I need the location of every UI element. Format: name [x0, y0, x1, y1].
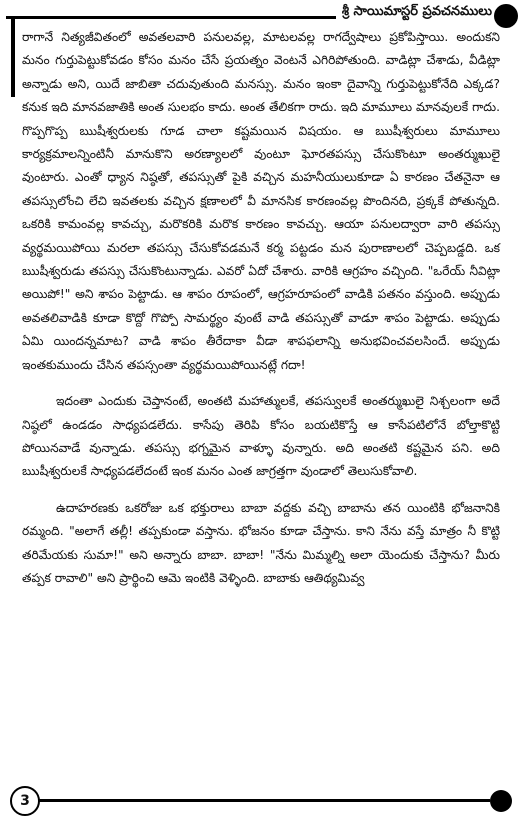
paragraph-1: రాగానే నిత్యజీవితంలో అవతలవారి పనులవల్ల, మాటలవల్ల రాగద్వేషాలు ప్రకోపిస్తాయి. అందుకని మనం గుర్తుపెట్టుకోవడం కోసం మనం చేసే ప్రయత్నం వెంటనే ఎగిరిపోతుంది. వాడిట్లా చేశాడు, వీడిట్లా అన్నాడు అని, యిదే జాబితా చదువుతుంది మనస్సు. మనం ఇంకా దైవాన్ని గుర్తుపెట్టుకోనేది ఎక్కడ? కనుక ఇది మానవజాతికి అంత సులభం కాదు. అంత తేలికగా రాదు. ఇది మామూలు మానవులకే గాదు. గొప్పగొప్ప ఋషీశ్వరులకు గూడ చాలా కష్టమయిన విషయం. ఆ ఋషీశ్వరులు మామూలు కార్యక్రమాలన్నింటినీ మానుకొని అరణ్యాలలో వుంటూ ఘోరతపస్సు చేసుకొంటూ అంతర్ముఖులై వుంటారు. ఎంతో ధ్యాన నిష్ఠతో, తపస్సుతో పైకి వచ్చిన మహనీయులుకూడా ఏ కారణం చేతనైనా ఆ తపస్సులోంచి లేచి ఇవతలకు వచ్చిన క్షణాలలో వీ మానసిక కారణంవల్ల పొందినది, ప్రక్కకే పోతున్నది. ఒకరికి కామంవల్ల కావచ్చు, మరొకరికి మరొక కారణం కావచ్చు. ఆయా పనులద్వారా వారి తపస్సు వ్యర్థమయిపోయి మరలా తపస్సు చేసుకోవడమనే కర్మ పట్టడం మన పురాణాలలో చెప్పబడ్డది. ఒక ఋషీశ్వరుడు తపస్సు చేసుకొంటున్నాడు. ఎవరో ఏదో చేశారు. వారికి ఆగ్రహం వచ్చింది. "ఒరేయ్ నీవిట్లా అయిపో!" అని శాపం పెట్టాడు. ఆ శాపం రూపంలో, ఆగ్రహరూపంలో వాడికి పతనం వస్తుంది. అప్పుడు అవతలివాడికి కూడా కొద్దో గొప్పో సామర్థ్యం వుంటే వాడి తపస్సుతో వాడూ శాపం పెట్టాడు. అప్పుడు ఏమి యిందన్నమాట? వాడి శాపం తీరేదాకా వీడా శాపఫలాన్ని అనుభవించవలసిందే. అప్పుడు ఇంతకుముందు చేసిన తపస్సంతా వ్యర్థమయిపోయినట్లే గదా! — [22, 30, 500, 372]
left-margin-rule — [11, 17, 15, 97]
body-text — [22, 26, 500, 590]
running-header-title: శ్రీ సాయిమాస్టర్ ప్రవచనములు — [336, 2, 498, 22]
footer-rule — [34, 799, 490, 802]
header-dot-ornament — [494, 4, 518, 28]
footer-dot-ornament — [490, 790, 512, 812]
paragraph-2: ఇదంతా ఎందుకు చెప్తానంటే, అంతటి మహాత్ములకే, తపస్వులకే అంతర్ముఖులై నిశ్చలంగా అదే నిష్ఠలో ఉండడం సాధ్యపడలేదు. కాసేపు తెరిపి కోసం బయటికొస్తే ఆ కాసేపటిలోనే బోల్తాకొట్టి పోయినవాడే వున్నాడు. తపస్సు భగ్నమైన వాళ్ళూ వున్నారు. అది అంతటి కష్టమైన పని. అది ఋషీశ్వరులకే సాధ్యపడలేదంటే ఇంక మనం ఎంత జాగ్రత్తగా వుండాలో తెలుసుకోవాలి. — [22, 394, 500, 479]
paragraph-3: ఉదాహరణకు ఒకరోజు ఒక భక్తురాలు బాబా వద్దకు వచ్చి బాబాను తన యింటికి భోజనానికి రమ్మంది. "అలాగే తల్లీ! తప్పకుండా వస్తాను. భోజనం కూడా చేస్తాను. కాని నేను వస్తే మాత్రం నీ కొట్టి తరిమేయకు సుమా!" అని అన్నారు బాబా. బాబా! "నేను మిమ్మల్ని అలా యెందుకు చేస్తాను? మీరు తప్పక రావాలి" అని ప్రార్థించి ఆమె ఇంటికి వెళ్ళింది. బాబాకు ఆతిథ్యమివ్వ — [22, 500, 500, 585]
page-number: 3 — [10, 786, 40, 816]
